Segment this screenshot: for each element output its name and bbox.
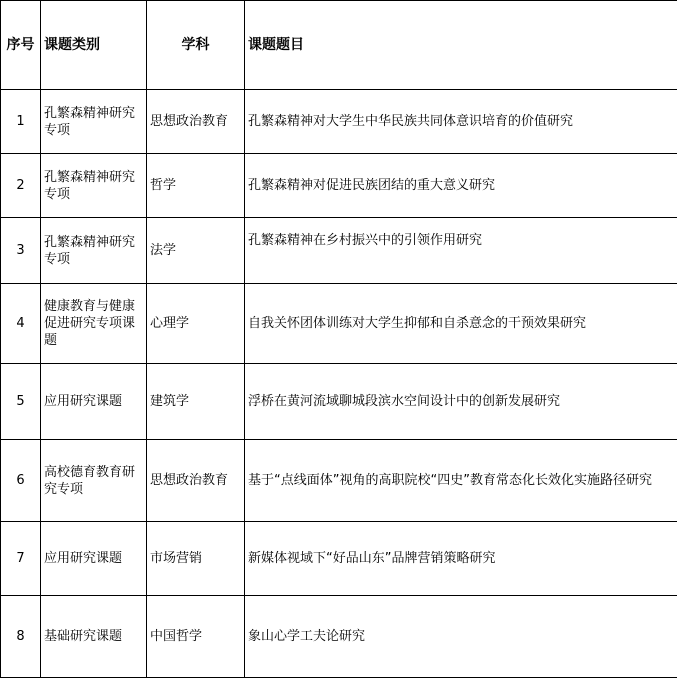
row-title: 孔繁森精神对促进民族团结的重大意义研究 — [245, 154, 677, 218]
row-subject: 建筑学 — [147, 364, 245, 440]
row-category: 应用研究课题 — [41, 364, 147, 440]
table-row — [1, 284, 677, 364]
row-category: 孔繁森精神研究专项 — [41, 218, 147, 284]
row-category: 高校德育教育研究专项 — [41, 440, 147, 522]
row-index: 2 — [1, 154, 41, 218]
table-row — [1, 522, 677, 596]
row-title: 浮桥在黄河流域聊城段滨水空间设计中的创新发展研究 — [245, 364, 677, 440]
header-title: 课题题目 — [245, 1, 677, 90]
header-category: 课题类别 — [41, 1, 147, 90]
table-row — [1, 440, 677, 522]
table-row — [1, 364, 677, 440]
row-index: 3 — [1, 218, 41, 284]
table-row — [1, 90, 677, 154]
row-title: 自我关怀团体训练对大学生抑郁和自杀意念的干预效果研究 — [245, 284, 677, 364]
row-title: 基于“点线面体”视角的高职院校“四史”教育常态化长效化实施路径研究 — [245, 440, 677, 522]
table-row — [1, 596, 677, 678]
row-title: 新媒体视域下“好品山东”品牌营销策略研究 — [245, 522, 677, 596]
row-title: 孔繁森精神对大学生中华民族共同体意识培育的价值研究 — [245, 90, 677, 154]
row-subject: 市场营销 — [147, 522, 245, 596]
header-index: 序号 — [1, 1, 41, 90]
row-category: 孔繁森精神研究专项 — [41, 90, 147, 154]
header-row — [1, 1, 677, 90]
header-subject: 学科 — [147, 1, 245, 90]
row-category: 孔繁森精神研究专项 — [41, 154, 147, 218]
row-index: 4 — [1, 284, 41, 364]
row-subject: 哲学 — [147, 154, 245, 218]
row-index: 8 — [1, 596, 41, 678]
row-category: 应用研究课题 — [41, 522, 147, 596]
row-title: 孔繁森精神在乡村振兴中的引领作用研究 — [245, 218, 677, 284]
row-subject: 法学 — [147, 218, 245, 284]
row-category: 基础研究课题 — [41, 596, 147, 678]
table-row — [1, 154, 677, 218]
row-category: 健康教育与健康促进研究专项课题 — [41, 284, 147, 364]
row-title: 象山心学工夫论研究 — [245, 596, 677, 678]
row-index: 6 — [1, 440, 41, 522]
row-subject: 思想政治教育 — [147, 440, 245, 522]
row-index: 5 — [1, 364, 41, 440]
row-subject: 中国哲学 — [147, 596, 245, 678]
row-index: 1 — [1, 90, 41, 154]
row-subject: 思想政治教育 — [147, 90, 245, 154]
row-index: 7 — [1, 522, 41, 596]
row-subject: 心理学 — [147, 284, 245, 364]
table-row — [1, 218, 677, 284]
